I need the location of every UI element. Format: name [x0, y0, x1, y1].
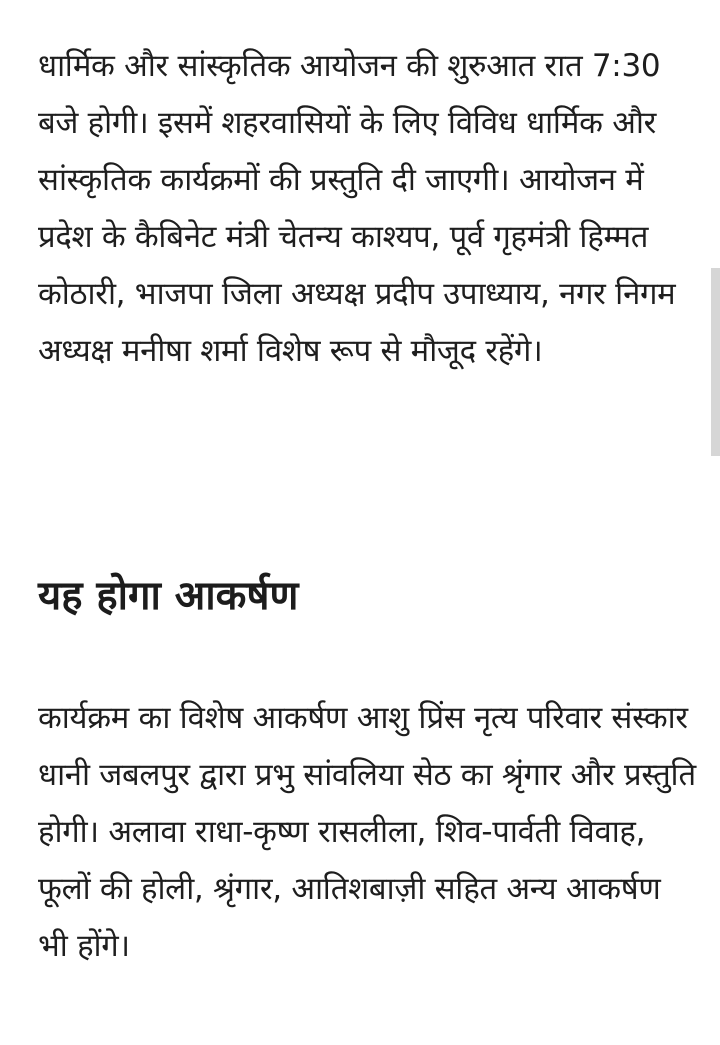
article-paragraph-attractions: कार्यक्रम का विशेष आकर्षण आशु प्रिंस नृत्य परिवार संस्कार धानी जबलपुर द्वारा प्रभु सांवलिया सेठ का श्रृंगार और प्रस्तुति होगी। अलावा राधा-कृष्ण रासलीला, शिव-पार्वती विवाह, फूलों की होली, श्रृंगार, आतिशबाज़ी सहित अन्य आकर्षण भी होंगे।: [38, 700, 696, 964]
article-paragraph-intro: धार्मिक और सांस्कृतिक आयोजन की शुरुआत रात 7:30 बजे होगी। इसमें शहरवासियों के लिए विविध धार्मिक और सांस्कृतिक कार्यक्रमों की प्रस्तुति दी जाएगी। आयोजन में प्रदेश के कैबिनेट मंत्री चेतन्य काश्यप, पूर्व गृहमंत्री हिम्मत कोठारी, भाजपा जिला अध्यक्ष प्रदीप उपाध्याय, नगर निगम अध्यक्ष मनीषा शर्मा विशेष रूप से मौजूद रहेंगे।: [38, 48, 676, 369]
section-heading: यह होगा आकर्षण: [38, 573, 299, 619]
article-body: [38, 38, 696, 964]
scrollbar-thumb[interactable]: [711, 268, 720, 456]
